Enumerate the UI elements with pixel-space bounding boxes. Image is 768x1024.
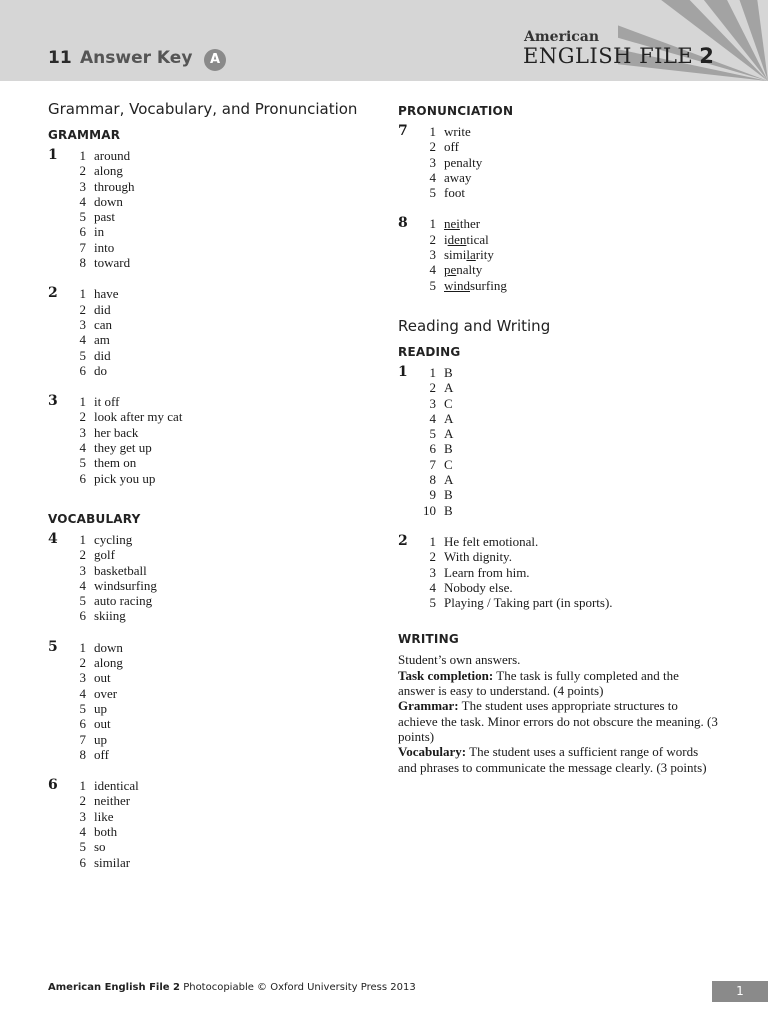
item-number: 1: [79, 148, 86, 163]
item-number: 6: [79, 224, 86, 240]
item-answer: basketball: [94, 562, 147, 578]
item-answer: off: [94, 746, 109, 762]
answer-item: [414, 139, 728, 154]
item-answer: out: [94, 716, 111, 732]
unit-number: 11: [48, 48, 72, 68]
item-answer: away: [444, 169, 472, 185]
section-title-gvp: Grammar, Vocabulary, and Pronunciation: [48, 100, 358, 118]
item-answer: cycling: [94, 531, 133, 547]
item-number: 7: [429, 456, 436, 472]
answer-item: [414, 580, 728, 595]
criterion-task: [398, 668, 718, 699]
exercise-1: [48, 148, 368, 270]
item-answer: can: [94, 316, 113, 332]
item-answer: up: [94, 731, 107, 747]
item-number: 2: [429, 549, 436, 565]
item-answer: [444, 262, 482, 277]
answer-item: [64, 855, 368, 870]
item-answer: auto racing: [94, 593, 153, 609]
item-number: 4: [429, 169, 436, 185]
answer-item: [414, 549, 728, 564]
item-answer: into: [94, 239, 115, 255]
stressed-syllable: den: [447, 231, 467, 247]
item-answer: neither: [94, 793, 131, 809]
item-answer: With dignity.: [444, 549, 512, 565]
answer-item: [64, 824, 368, 839]
item-number: 6: [79, 854, 86, 870]
answer-item: [64, 686, 368, 701]
answer-item: [414, 503, 728, 518]
item-answer: B: [444, 441, 453, 457]
answer-item: [414, 457, 728, 472]
pronunciation-heading: PRONUNCIATION: [398, 104, 514, 118]
item-answer: [444, 278, 507, 293]
item-answer: around: [94, 148, 131, 163]
answer-item: [64, 716, 368, 731]
answer-item: [64, 809, 368, 824]
item-number: 5: [429, 595, 436, 611]
answer-item: [64, 302, 368, 317]
item-answer: write: [444, 124, 471, 139]
item-number: 5: [79, 347, 86, 363]
stressed-syllable: nei: [444, 216, 460, 232]
answer-item: [64, 148, 368, 163]
item-answer: her back: [94, 424, 139, 440]
brand-title: ENGLISH FILE: [523, 44, 694, 68]
answer-item: [64, 593, 368, 608]
answer-item: [64, 179, 368, 194]
item-number: 9: [429, 487, 436, 503]
exercise-number: 8: [398, 215, 408, 232]
item-answer: up: [94, 700, 107, 716]
item-answer: Playing / Taking part (in sports).: [444, 595, 613, 611]
item-number: 5: [429, 277, 436, 293]
answer-item: [414, 216, 728, 231]
item-answer: so: [94, 839, 106, 855]
item-number: 2: [79, 163, 86, 179]
word-part: simi: [444, 247, 467, 263]
criterion-label: Task completion:: [398, 667, 494, 683]
grammar-heading: GRAMMAR: [48, 128, 121, 142]
answer-item: [64, 240, 368, 255]
answer-item: [414, 155, 728, 170]
exercise-number: 2: [398, 532, 408, 549]
item-answer: similar: [94, 854, 131, 870]
item-number: 5: [79, 700, 86, 716]
answer-item: [64, 563, 368, 578]
item-number: 3: [79, 670, 86, 686]
answer-item: [414, 262, 728, 277]
item-answer: identical: [94, 778, 139, 794]
item-number: 3: [79, 178, 86, 194]
answer-item: [414, 472, 728, 487]
answer-item: [64, 547, 368, 562]
item-number: 4: [429, 410, 436, 426]
item-answer: B: [444, 487, 453, 503]
answer-item: [414, 247, 728, 262]
word-part: ther: [459, 216, 481, 232]
item-number: 3: [79, 316, 86, 332]
answer-item: [64, 348, 368, 363]
item-answer: golf: [94, 547, 115, 563]
item-number: 7: [79, 731, 86, 747]
answer-item: [64, 255, 368, 270]
reading-exercise-2: [398, 534, 728, 610]
footer-copyright: Photocopiable © Oxford University Press 2013: [180, 982, 416, 993]
exercise-number: 5: [48, 638, 58, 655]
answer-item: [64, 440, 368, 455]
item-number: 1: [429, 533, 436, 549]
answer-item: [64, 209, 368, 224]
item-answer: Learn from him.: [444, 564, 530, 580]
answer-item: [64, 578, 368, 593]
answer-item: [64, 701, 368, 716]
item-number: 3: [429, 395, 436, 411]
item-answer: down: [94, 193, 123, 209]
answer-item: [64, 640, 368, 655]
item-number: 3: [79, 424, 86, 440]
item-answer: out: [94, 670, 111, 686]
footer-brand: American English File 2: [48, 982, 181, 993]
item-answer: in: [94, 224, 105, 240]
item-answer: did: [94, 347, 111, 363]
item-answer: did: [94, 301, 111, 317]
answer-item: [414, 365, 728, 380]
item-number: 1: [429, 216, 436, 232]
item-answer: it off: [94, 394, 120, 410]
answer-item: [414, 170, 728, 185]
item-number: 6: [79, 608, 86, 624]
item-number: 1: [429, 124, 436, 139]
item-answer: along: [94, 655, 123, 671]
item-answer: B: [444, 364, 453, 380]
answer-item: [414, 232, 728, 247]
item-answer: [444, 216, 480, 231]
item-answer: like: [94, 808, 114, 824]
item-answer: both: [94, 823, 118, 839]
exercise-2: [48, 286, 368, 378]
item-number: 4: [79, 332, 86, 348]
item-number: 2: [79, 547, 86, 563]
word-part: tical: [466, 231, 489, 247]
word-part: rity: [475, 247, 494, 263]
item-number: 1: [79, 531, 86, 547]
item-answer: skiing: [94, 608, 126, 624]
version-badge: A: [204, 49, 226, 71]
item-number: 1: [79, 286, 86, 302]
item-number: 2: [79, 409, 86, 425]
answer-item: [414, 595, 728, 610]
answer-item: [414, 396, 728, 411]
item-number: 3: [79, 808, 86, 824]
writing-criteria: [398, 652, 718, 774]
item-answer: He felt emotional.: [444, 533, 539, 549]
item-answer: A: [444, 472, 454, 488]
item-number: 6: [79, 470, 86, 486]
item-answer: B: [444, 502, 453, 518]
answer-item: [414, 278, 728, 293]
item-number: 6: [429, 441, 436, 457]
exercise-number: 7: [398, 123, 408, 139]
answer-item: [64, 455, 368, 470]
footer-text: [48, 982, 416, 993]
item-answer: them on: [94, 455, 137, 471]
answer-item: [64, 471, 368, 486]
answer-item: [64, 839, 368, 854]
exercise-number: 6: [48, 777, 58, 794]
item-answer: over: [94, 685, 118, 701]
item-answer: have: [94, 286, 119, 302]
item-number: 1: [79, 394, 86, 410]
item-number: 6: [79, 362, 86, 378]
stressed-syllable: wind: [444, 277, 470, 293]
criterion-text: The student uses a sufficient range of words and phrases to communicate the message clearly. (3 points): [398, 744, 707, 775]
item-answer: C: [444, 395, 453, 411]
item-answer: they get up: [94, 440, 152, 456]
answer-item: [64, 163, 368, 178]
item-number: 4: [79, 823, 86, 839]
answer-item: [414, 534, 728, 549]
item-number: 4: [79, 685, 86, 701]
item-number: 3: [429, 154, 436, 170]
answer-item: [414, 185, 728, 200]
item-number: 7: [79, 239, 86, 255]
item-number: 2: [429, 380, 436, 396]
answer-item: [64, 394, 368, 409]
item-number: 3: [429, 247, 436, 263]
answer-item: [64, 317, 368, 332]
exercise-number: 1: [398, 363, 408, 380]
item-number: 3: [79, 562, 86, 578]
criterion-text: The task is fully completed and the answer is easy to understand. (4 points): [398, 667, 679, 699]
item-number: 4: [79, 577, 86, 593]
item-number: 2: [79, 301, 86, 317]
item-number: 4: [79, 440, 86, 456]
exercise-4: [48, 532, 368, 624]
word-part: i: [444, 231, 448, 247]
answer-item: [64, 363, 368, 378]
item-number: 5: [79, 209, 86, 225]
item-answer: toward: [94, 255, 131, 271]
item-number: 2: [429, 139, 436, 155]
item-answer: off: [444, 139, 459, 155]
item-answer: do: [94, 362, 107, 378]
answer-item: [414, 441, 728, 456]
exercise-number: 3: [48, 393, 58, 410]
item-answer: past: [94, 209, 115, 225]
item-answer: down: [94, 639, 123, 655]
item-answer: A: [444, 410, 454, 426]
item-answer: am: [94, 332, 110, 348]
page-header: [0, 0, 768, 81]
criterion-label: Grammar:: [398, 698, 459, 714]
exercise-5: [48, 640, 368, 762]
item-answer: through: [94, 178, 135, 194]
item-number: 8: [429, 472, 436, 488]
item-answer: C: [444, 456, 453, 472]
sunburst-decoration: [618, 0, 768, 81]
answer-item: [64, 224, 368, 239]
exercise-6: [48, 778, 368, 870]
item-number: 8: [79, 255, 86, 271]
answer-item: [64, 670, 368, 685]
brand-logo: [523, 44, 714, 68]
exercise-number: 1: [48, 147, 58, 163]
stressed-syllable: pe: [444, 262, 457, 278]
item-number: 4: [429, 579, 436, 595]
criterion-grammar: [398, 698, 718, 744]
item-number: 2: [79, 793, 86, 809]
item-number: 2: [79, 655, 86, 671]
item-answer: Nobody else.: [444, 579, 513, 595]
answer-item: [64, 747, 368, 762]
page-number: 1: [712, 981, 768, 1002]
writing-intro: Student’s own answers.: [398, 652, 521, 668]
item-answer: [444, 232, 489, 247]
answer-item: [414, 426, 728, 441]
item-number: 8: [79, 746, 86, 762]
item-number: 5: [79, 839, 86, 855]
item-answer: penalty: [444, 154, 483, 170]
answer-item: [414, 565, 728, 580]
answer-item: [64, 194, 368, 209]
item-answer: A: [444, 426, 454, 442]
answer-key-title: Answer Key: [80, 48, 193, 68]
answer-item: [64, 409, 368, 424]
item-number: 1: [429, 364, 436, 380]
word-part: surfing: [470, 277, 507, 293]
item-number: 5: [79, 455, 86, 471]
item-number: 1: [79, 639, 86, 655]
item-number: 1: [79, 778, 86, 794]
item-answer: A: [444, 380, 454, 396]
left-column: [48, 98, 368, 886]
answer-item: [414, 411, 728, 426]
answer-item: [64, 793, 368, 808]
right-column: [398, 98, 728, 775]
item-number: 5: [429, 426, 436, 442]
answer-item: [64, 286, 368, 301]
item-number: 3: [429, 564, 436, 580]
answer-item: [64, 532, 368, 547]
answer-item: [64, 332, 368, 347]
item-answer: windsurfing: [94, 577, 157, 593]
vocabulary-heading: VOCABULARY: [48, 511, 141, 526]
item-number: 6: [79, 716, 86, 732]
section-title-rw: Reading and Writing: [398, 316, 551, 335]
reading-heading: READING: [398, 344, 461, 359]
item-answer: [444, 247, 494, 262]
answer-item: [64, 425, 368, 440]
item-answer: foot: [444, 185, 465, 201]
reading-exercise-1: [398, 365, 728, 518]
brand-american: American: [524, 29, 600, 45]
answer-item: [64, 732, 368, 747]
item-number: 5: [79, 593, 86, 609]
item-answer: pick you up: [94, 470, 156, 486]
criterion-label: Vocabulary:: [398, 744, 467, 760]
writing-heading: WRITING: [398, 632, 459, 647]
exercise-3: [48, 394, 368, 486]
exercise-number: 2: [48, 285, 58, 302]
answer-item: [414, 380, 728, 395]
exercise-8: [398, 216, 728, 292]
criterion-text: The student uses appropriate structures to achieve the task. Minor errors do not obscure the meaning. (3 points): [398, 698, 718, 744]
answer-item: [64, 655, 368, 670]
word-part: nalty: [456, 262, 483, 278]
item-number: 10: [423, 502, 436, 518]
stressed-syllable: la: [466, 247, 476, 263]
item-number: 4: [429, 262, 436, 278]
item-number: 2: [429, 231, 436, 247]
answer-item: [64, 608, 368, 623]
exercise-number: 4: [48, 530, 58, 547]
exercise-7: [398, 124, 728, 200]
item-answer: along: [94, 163, 123, 179]
item-answer: look after my cat: [94, 409, 183, 425]
criterion-vocabulary: [398, 744, 718, 775]
brand-level: 2: [699, 44, 715, 68]
item-number: 4: [79, 193, 86, 209]
answer-item: [414, 487, 728, 502]
answer-item: [414, 124, 728, 139]
item-number: 5: [429, 185, 436, 201]
answer-item: [64, 778, 368, 793]
